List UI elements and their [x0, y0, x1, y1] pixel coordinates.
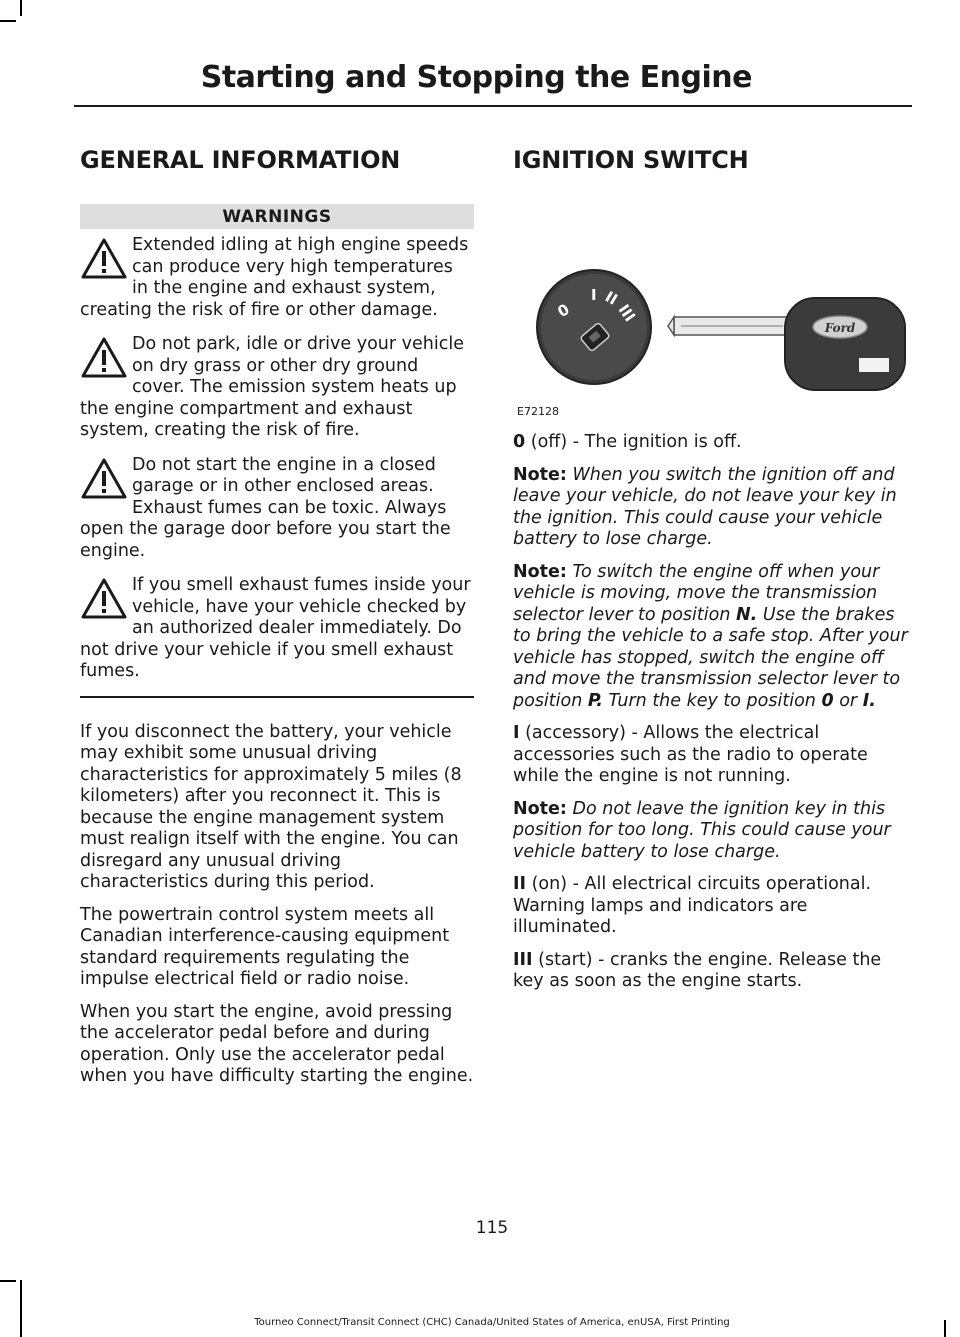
note-text: or [839, 690, 858, 711]
note-key-position: 0 [821, 690, 834, 711]
ignition-key-figure [513, 200, 913, 432]
note-key-position: N. [736, 604, 758, 625]
note-text: Do not leave the ignition key in this position for too long. This could cause your vehicle battery to lose charge. [513, 798, 891, 862]
position-text: (start) - cranks the engine. Release the key as soon as the engine starts. [513, 949, 882, 991]
page-title: Starting and Stopping the Engine [200, 60, 752, 95]
position-text: (off) - The ignition is off. [530, 432, 742, 452]
position-label: 0 [513, 432, 526, 452]
ignition-switch-illustration [513, 200, 913, 432]
position-i-mark: I [591, 286, 597, 304]
crop-mark [0, 1280, 16, 1282]
section-heading-ignition-switch: IGNITION SWITCH [513, 146, 749, 174]
position-ii-mark: II [601, 287, 621, 309]
position-label: I [513, 723, 520, 743]
position-label: II [513, 874, 527, 894]
ford-logo: Ford [824, 321, 856, 335]
note [513, 562, 913, 713]
note-text: Use the brakes to bring the vehicle to a safe stop. After your vehicle has stopped, switch the engine off and move the transmission selector lever to position [513, 604, 908, 711]
warning-triangle-icon [80, 336, 128, 380]
note [513, 799, 913, 864]
position-0-description [513, 432, 913, 454]
note-text: When you switch the ignition off and leave your vehicle, do not leave your key in the ignition. This could cause your vehicle battery to lose charge. [513, 464, 897, 549]
paragraph: If you disconnect the battery, your vehicle may exhibit some unusual driving characteristics for approximately 5 miles (8 kilometers) after you reconnect it. This is because the engine management system must realign itself with the engine. You can disregard any unusual driving characteristics during this period. [80, 721, 462, 892]
section-heading-general-information: GENERAL INFORMATION [80, 146, 401, 174]
paragraph: When you start the engine, avoid pressing the accelerator pedal before and during operation. Only use the accelerator pedal when you have difficulty starting the engine. [80, 1001, 474, 1086]
crop-mark [0, 20, 16, 22]
warning-text: Extended idling at high engine speeds can produce very high temperatures in the engine and exhaust system, creating the risk of fire or other damage. [80, 235, 469, 320]
warnings-label: WARNINGS [80, 204, 474, 229]
left-column [80, 146, 474, 1099]
position-label: III [513, 949, 533, 970]
position-0-mark: 0 [554, 300, 573, 321]
note-text: Turn the key to position [608, 690, 816, 711]
note-key-position: P. [587, 690, 603, 711]
right-column [513, 146, 913, 1004]
note-key-position: I. [862, 690, 876, 711]
note-text: To switch the engine off when your vehicle is moving, move the transmission selector lever to position [513, 561, 880, 625]
note-label: Note: [513, 798, 567, 819]
position-iii-description [513, 950, 913, 993]
warning-item [80, 235, 474, 321]
figure-code: E72128 [517, 405, 559, 418]
warning-item [80, 575, 474, 683]
paragraph: The powertrain control system meets all Canadian interference-causing equipment standard requirements regulating the impulse electrical field or radio noise. [80, 904, 450, 989]
header-rule [74, 105, 912, 107]
warning-text: If you smell exhaust fumes inside your vehicle, have your vehicle checked by an authorized dealer immediately. Do not drive your vehicle if you smell exhaust fumes. [80, 575, 471, 681]
position-ii-description [513, 874, 913, 939]
warning-text: Do not start the engine in a closed garage or in other enclosed areas. Exhaust fumes can be toxic. Always open the garage door before you start the engine. [80, 454, 451, 561]
position-text: (accessory) - Allows the electrical accessories such as the radio to operate while the engine is not running. [513, 723, 868, 786]
page-number: 115 [475, 1218, 509, 1238]
warning-triangle-icon [80, 577, 128, 621]
position-i-description [513, 723, 913, 788]
note-label: Note: [513, 464, 567, 485]
note-label: Note: [513, 561, 567, 582]
warning-item [80, 455, 474, 563]
warning-triangle-icon [80, 237, 128, 281]
warning-text: Do not park, idle or drive your vehicle on dry grass or other dry ground cover. The emission system heats up the engine compartment and exhaust system, creating the risk of fire. [80, 334, 464, 440]
crop-mark [20, 1280, 22, 1337]
warning-item [80, 334, 474, 442]
warning-triangle-icon [80, 457, 128, 501]
footer: Tourneo Connect/Transit Connect (CHC) Canada/United States of America, enUSA, First Printing [254, 1317, 730, 1328]
note [513, 465, 913, 551]
position-text: (on) - All electrical circuits operational. Warning lamps and indicators are illuminated. [513, 874, 872, 937]
crop-mark [20, 0, 22, 16]
warnings-end-rule [80, 696, 474, 698]
position-iii-mark: III [614, 301, 639, 326]
